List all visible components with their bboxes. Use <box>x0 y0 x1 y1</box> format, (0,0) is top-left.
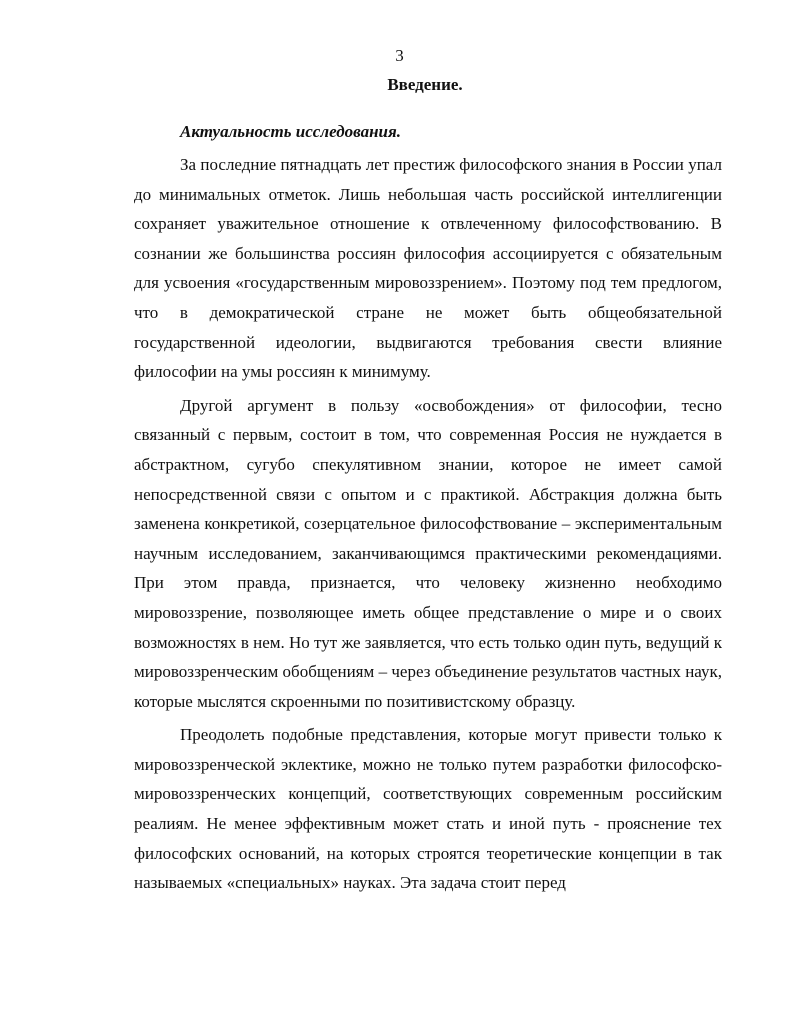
body-text <box>134 150 722 898</box>
paragraph-1: За последние пятнадцать лет престиж философского знания в России упал до минимальных отметок. Лишь небольшая часть российской интеллигенции сохраняет уважительное отношение к отвлеченному философствованию. В сознании же большинства россиян философия ассоциируется с обязательным для усвоения «государственным мировоззрением». Поэтому под тем предлогом, что в демократической стране не может быть общеобязательной государственной идеологии, выдвигаются требования свести влияние философии на умы россиян к минимуму. <box>134 155 722 382</box>
paragraph-2: Другой аргумент в пользу «освобождения» от философии, тесно связанный с первым, состоит в том, что современная Россия не нуждается в абстрактном, сугубо спекулятивном знании, которое не имеет самой непосредственной связи с опытом и с практикой. Абстракция должна быть заменена конкретикой, созерцательное философствование – экспериментальным научным исследованием, заканчивающимся практическими рекомендациями. При этом правда, признается, что человеку жизненно необходимо мировоззрение, позволяющее иметь общее представление о мире и о своих возможностях в нем. Но тут же заявляется, что есть только один путь, ведущий к мировоззренческим обобщениям – через объединение результатов частных наук, которые мыслятся скроенными по позитивистскому образцу. <box>134 395 722 711</box>
page-title: Введение. <box>387 75 463 94</box>
section-heading: Актуальность исследования. <box>180 122 401 141</box>
paragraph-3: Преодолеть подобные представления, которые могут привести только к мировоззренческой эклектике, можно не только путем разработки философско-мировоззренческих концепций, соответствующих современным российским реалиям. Не менее эффективным может стать и иной путь - прояснение тех философских оснований, на которых строятся теоретические концепции в так называемых «специальных» науках. Эта задача стоит перед <box>134 725 722 893</box>
page-number: 3 <box>395 46 404 65</box>
